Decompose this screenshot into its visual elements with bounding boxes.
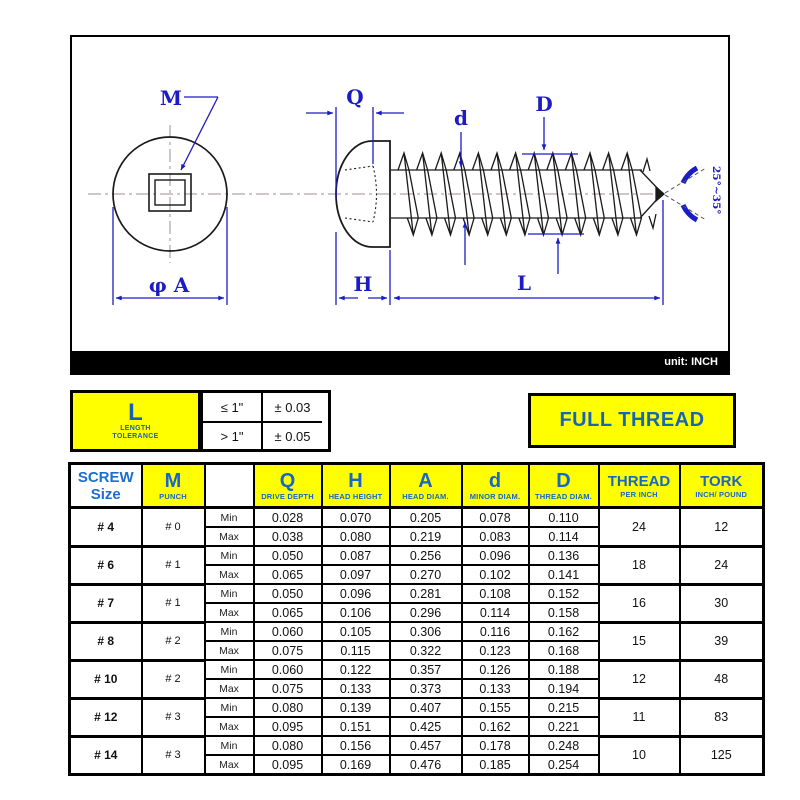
spec-value-cell: 0.096	[462, 546, 529, 565]
unit-note-bar	[72, 351, 728, 373]
tolerance-value: ± 0.05	[261, 421, 322, 449]
punch-cell: # 1	[142, 584, 205, 622]
col-header-sub: Size	[90, 485, 121, 503]
spec-value-cell: 0.306	[390, 622, 462, 641]
min-row-label: Min	[205, 660, 254, 679]
spec-value-cell: 0.126	[462, 660, 529, 679]
spec-value-cell: 0.050	[254, 546, 322, 565]
tolerance-caption	[112, 425, 158, 441]
spec-table	[68, 462, 765, 776]
thread-per-inch-cell: 24	[599, 508, 680, 547]
max-row-label: Max	[205, 679, 254, 698]
col-header-d-thread-diam	[529, 464, 599, 508]
max-row-label: Max	[205, 527, 254, 546]
col-header-top: D	[556, 469, 571, 492]
punch-cell: # 2	[142, 622, 205, 660]
thread-diam-label: D	[535, 92, 553, 116]
col-header-top: TORK	[700, 472, 743, 490]
col-header-m-punch	[142, 464, 205, 508]
min-row-label: Min	[205, 698, 254, 717]
table-row	[70, 508, 764, 528]
col-header-tork	[680, 464, 764, 508]
full-thread-label: FULL THREAD	[559, 409, 705, 431]
spec-value-cell: 0.322	[390, 641, 462, 660]
tork-cell: 30	[680, 584, 764, 622]
spec-value-cell: 0.115	[322, 641, 390, 660]
max-row-label: Max	[205, 755, 254, 775]
spec-value-cell: 0.151	[322, 717, 390, 736]
spec-value-cell: 0.114	[529, 527, 599, 546]
spec-value-cell: 0.075	[254, 679, 322, 698]
spec-value-cell: 0.219	[390, 527, 462, 546]
spec-value-cell: 0.407	[390, 698, 462, 717]
tip-angle-label: 25°~35°	[710, 166, 722, 215]
col-header-top: M	[164, 469, 182, 492]
col-header-minmax	[205, 464, 254, 508]
spec-value-cell: 0.296	[390, 603, 462, 622]
spec-value-cell: 0.248	[529, 736, 599, 755]
spec-value-cell: 0.254	[529, 755, 599, 775]
col-header-sub: MINOR DIAM.	[469, 491, 521, 501]
spec-value-cell: 0.476	[390, 755, 462, 775]
col-header-screw-size	[70, 464, 142, 508]
tork-cell: 39	[680, 622, 764, 660]
drive-depth-label: Q	[346, 85, 364, 109]
spec-value-cell: 0.122	[322, 660, 390, 679]
screw-size-cell: # 14	[70, 736, 142, 775]
spec-value-cell: 0.168	[529, 641, 599, 660]
spec-value-cell: 0.080	[254, 698, 322, 717]
unit-note: unit: INCH	[664, 356, 718, 368]
spec-value-cell: 0.188	[529, 660, 599, 679]
spec-value-cell: 0.050	[254, 584, 322, 603]
thread-per-inch-cell: 10	[599, 736, 680, 775]
tolerance-value: ± 0.03	[261, 393, 322, 421]
head-diam-label: φ A	[148, 273, 190, 297]
min-row-label: Min	[205, 622, 254, 641]
spec-value-cell: 0.152	[529, 584, 599, 603]
col-header-sub: PUNCH	[159, 491, 187, 501]
spec-value-cell: 0.114	[462, 603, 529, 622]
max-row-label: Max	[205, 717, 254, 736]
spec-value-cell: 0.178	[462, 736, 529, 755]
spec-value-cell: 0.105	[322, 622, 390, 641]
table-row	[70, 546, 764, 565]
tork-cell: 125	[680, 736, 764, 775]
min-row-label: Min	[205, 736, 254, 755]
min-row-label: Min	[205, 584, 254, 603]
length-tolerance-table	[70, 390, 331, 452]
col-header-sub: DRIVE DEPTH	[261, 491, 314, 501]
spec-value-cell: 0.083	[462, 527, 529, 546]
min-row-label: Min	[205, 508, 254, 528]
max-row-label: Max	[205, 565, 254, 584]
spec-value-cell: 0.060	[254, 622, 322, 641]
thread-per-inch-cell: 18	[599, 546, 680, 584]
spec-value-cell: 0.270	[390, 565, 462, 584]
spec-value-cell: 0.116	[462, 622, 529, 641]
tork-cell: 12	[680, 508, 764, 547]
spec-value-cell: 0.139	[322, 698, 390, 717]
table-row	[70, 698, 764, 717]
spec-value-cell: 0.281	[390, 584, 462, 603]
minor-diam-label: d	[454, 106, 468, 130]
tolerance-caption-line1: LENGTH	[120, 425, 151, 432]
punch-cell: # 1	[142, 546, 205, 584]
spec-value-cell: 0.158	[529, 603, 599, 622]
spec-value-cell: 0.215	[529, 698, 599, 717]
spec-value-cell: 0.185	[462, 755, 529, 775]
col-header-sub: HEAD DIAM.	[402, 491, 449, 501]
spec-value-cell: 0.070	[322, 508, 390, 528]
spec-value-cell: 0.373	[390, 679, 462, 698]
screw-size-cell: # 4	[70, 508, 142, 547]
spec-value-cell: 0.156	[322, 736, 390, 755]
spec-value-cell: 0.123	[462, 641, 529, 660]
col-header-top: THREAD	[607, 472, 671, 490]
spec-value-cell: 0.155	[462, 698, 529, 717]
col-header-top: Q	[279, 469, 296, 492]
spec-value-cell: 0.425	[390, 717, 462, 736]
spec-value-cell: 0.097	[322, 565, 390, 584]
punch-cell: # 3	[142, 698, 205, 736]
thread-per-inch-cell: 16	[599, 584, 680, 622]
col-header-d-minor-diam	[462, 464, 529, 508]
spec-value-cell: 0.080	[254, 736, 322, 755]
spec-value-cell: 0.221	[529, 717, 599, 736]
spec-value-cell: 0.078	[462, 508, 529, 528]
col-header-q-drive-depth	[254, 464, 322, 508]
length-label: L	[516, 271, 532, 295]
spec-value-cell: 0.065	[254, 603, 322, 622]
col-header-h-head-height	[322, 464, 390, 508]
spec-value-cell: 0.162	[462, 717, 529, 736]
thread-per-inch-cell: 15	[599, 622, 680, 660]
spec-value-cell: 0.095	[254, 717, 322, 736]
spec-value-cell: 0.096	[322, 584, 390, 603]
thread-per-inch-cell: 12	[599, 660, 680, 698]
punch-cell: # 3	[142, 736, 205, 775]
col-header-top: SCREW	[77, 468, 134, 486]
thread-per-inch-cell: 11	[599, 698, 680, 736]
table-row	[70, 584, 764, 603]
spec-value-cell: 0.110	[529, 508, 599, 528]
spec-value-cell: 0.133	[322, 679, 390, 698]
col-header-top: d	[488, 469, 502, 492]
col-header-top: H	[348, 469, 363, 492]
spec-value-cell: 0.095	[254, 755, 322, 775]
punch-cell: # 2	[142, 660, 205, 698]
col-header-thread-per-inch	[599, 464, 680, 508]
spec-value-cell: 0.038	[254, 527, 322, 546]
screw-size-cell: # 10	[70, 660, 142, 698]
table-row	[70, 622, 764, 641]
tork-cell: 83	[680, 698, 764, 736]
tork-cell: 48	[680, 660, 764, 698]
spec-value-cell: 0.169	[322, 755, 390, 775]
tolerance-symbol: L	[128, 399, 143, 426]
head-height-label: H	[353, 272, 373, 296]
length-tolerance-header	[73, 393, 201, 449]
dimension-lines	[113, 97, 697, 305]
col-header-sub: THREAD DIAM.	[535, 491, 592, 501]
spec-value-cell: 0.162	[529, 622, 599, 641]
col-header-sub: HEAD HEIGHT	[328, 491, 383, 501]
col-header-a-head-diam	[390, 464, 462, 508]
tolerance-condition: > 1"	[201, 421, 261, 449]
table-row	[70, 660, 764, 679]
spec-value-cell: 0.080	[322, 527, 390, 546]
drive-label: M	[159, 86, 183, 110]
spec-value-cell: 0.065	[254, 565, 322, 584]
tork-cell: 24	[680, 546, 764, 584]
spec-value-cell: 0.256	[390, 546, 462, 565]
screw-size-cell: # 6	[70, 546, 142, 584]
technical-drawing-panel	[70, 35, 730, 375]
min-row-label: Min	[205, 546, 254, 565]
tolerance-condition: ≤ 1"	[201, 393, 261, 421]
screw-size-cell: # 12	[70, 698, 142, 736]
punch-cell: # 0	[142, 508, 205, 547]
max-row-label: Max	[205, 641, 254, 660]
spec-value-cell: 0.141	[529, 565, 599, 584]
screw-size-cell: # 7	[70, 584, 142, 622]
spec-value-cell: 0.087	[322, 546, 390, 565]
spec-value-cell: 0.108	[462, 584, 529, 603]
spec-value-cell: 0.133	[462, 679, 529, 698]
spec-value-cell: 0.194	[529, 679, 599, 698]
col-header-sub: PER INCH	[620, 489, 658, 499]
col-header-sub: INCH/ POUND	[695, 489, 748, 499]
screw-size-cell: # 8	[70, 622, 142, 660]
spec-value-cell: 0.102	[462, 565, 529, 584]
col-header-top: A	[418, 469, 433, 492]
spec-value-cell: 0.075	[254, 641, 322, 660]
spec-value-cell: 0.028	[254, 508, 322, 528]
table-row	[70, 736, 764, 755]
full-thread-badge	[528, 393, 736, 448]
max-row-label: Max	[205, 603, 254, 622]
spec-value-cell: 0.060	[254, 660, 322, 679]
spec-value-cell: 0.457	[390, 736, 462, 755]
tolerance-caption-line2: TOLERANCE	[112, 433, 159, 440]
screw-drawing	[72, 37, 728, 351]
spec-value-cell: 0.106	[322, 603, 390, 622]
spec-value-cell: 0.136	[529, 546, 599, 565]
spec-value-cell: 0.357	[390, 660, 462, 679]
spec-value-cell: 0.205	[390, 508, 462, 528]
